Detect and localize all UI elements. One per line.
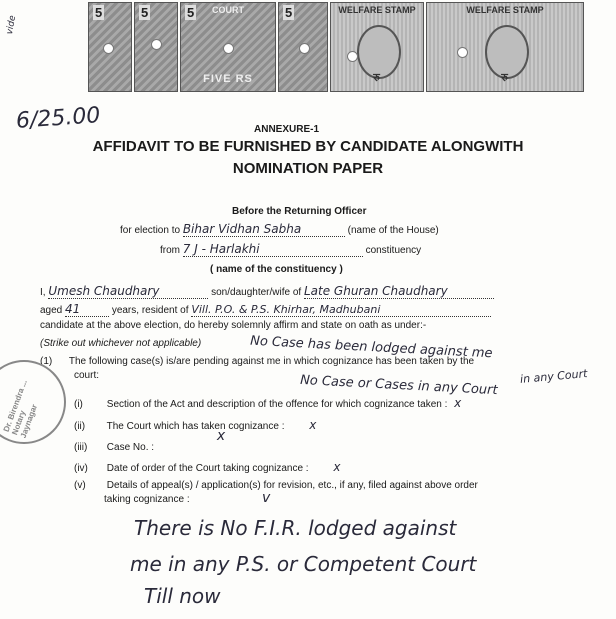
stamp-label: COURT — [212, 5, 244, 15]
election-line — [120, 222, 439, 237]
sub-item-number: (ii) — [74, 421, 86, 432]
cross-mark: x — [333, 460, 341, 474]
resident-label: years, resident of — [111, 305, 189, 316]
cross-mark: x — [309, 418, 317, 432]
age-line — [40, 302, 491, 317]
constituency-note: ( name of the constituency ) — [210, 264, 343, 275]
stamp-label: WELFARE STAMP — [338, 5, 416, 15]
cross-mark: x — [454, 396, 462, 410]
cross-mark: x — [216, 428, 226, 444]
court-fee-stamp — [88, 2, 132, 92]
from-label: from — [160, 245, 180, 256]
sub-item-text: Section of the Act and description of the offence for which cognizance taken : — [106, 399, 448, 410]
son-of-label: son/daughter/wife of — [211, 287, 302, 298]
court-fee-stamp — [180, 2, 276, 92]
stamp-label: WELFARE STAMP — [466, 5, 544, 15]
handwritten-statement-line-2: me in any P.S. or Competent Court — [130, 552, 477, 576]
sub-item-number: (iii) — [74, 442, 88, 453]
house-label: (name of the House) — [347, 225, 439, 236]
sub-item-text: The Court which has taken cognizance : — [106, 421, 285, 432]
margin-scribble: vide — [4, 14, 19, 36]
from-value: 7 J - Harlakhi — [183, 242, 363, 257]
item-1-text-continued: court: — [74, 370, 100, 381]
sub-item-text: Details of appeal(s) / application(s) for revision, etc., if any, filed against above order — [106, 480, 478, 491]
sub-item-v-continued: taking cognizance : — [104, 494, 190, 505]
sub-item-v — [74, 480, 478, 491]
handwritten-note-no-cases: No Case or Cases in any Court — [299, 372, 498, 399]
election-to-label: for election to — [120, 225, 181, 236]
candidate-name: Umesh Chaudhary — [48, 284, 208, 299]
seal-text: Dr. Birendra ... Notary Jaynagar — [1, 378, 40, 440]
item-1-number: (1) — [40, 356, 53, 367]
handwritten-note-court: in any Court — [519, 367, 588, 386]
strike-note: (Strike out whichever not applicable) — [40, 338, 202, 349]
father-name: Late Ghuran Chaudhary — [304, 284, 494, 299]
from-line — [160, 242, 421, 257]
page-subtitle: NOMINATION PAPER — [232, 160, 384, 177]
tick-mark: v — [262, 490, 271, 506]
handwritten-reference: 6/25.00 — [15, 103, 102, 134]
court-fee-stamp — [278, 2, 328, 92]
handwritten-note-no-case: No Case has been lodged against me — [249, 333, 493, 362]
age-value: 41 — [65, 302, 109, 317]
item-1-text: The following case(s) is/are pending against me in which cognizance has been taken by the — [68, 356, 475, 367]
sub-item-iv — [74, 460, 340, 474]
handwritten-statement-line-3: Till now — [144, 584, 221, 608]
page-title: AFFIDAVIT TO BE FURNISHED BY CANDIDATE ALONGWITH — [92, 138, 524, 155]
sub-item-number: (iv) — [74, 463, 88, 474]
aged-label: aged — [40, 305, 63, 316]
stamp-value: 5 — [285, 5, 293, 20]
welfare-stamp — [330, 2, 424, 92]
stamp-strip — [88, 0, 588, 96]
handwritten-statement-line-1: There is No F.I.R. lodged against — [134, 516, 457, 540]
stamp-value: 5 — [187, 5, 195, 20]
notary-seal — [0, 360, 66, 444]
declaration-line: candidate at the above election, do hereby solemnly affirm and state on oath as under:- — [40, 320, 427, 331]
address-value: Vill. P.O. & P.S. Khirhar, Madhubani — [191, 303, 491, 317]
stamp-value: 5 — [95, 5, 103, 20]
returning-officer-line: Before the Returning Officer — [232, 206, 367, 217]
sub-item-text: Case No. : — [106, 442, 155, 453]
item-1 — [40, 356, 474, 367]
stamp-bottom-text: रु — [373, 72, 381, 84]
stamp-bottom-text: रु — [501, 72, 509, 84]
name-prefix: I, — [40, 287, 46, 298]
stamp-value: 5 — [141, 5, 149, 20]
constituency-label: constituency — [365, 245, 422, 256]
annexure-label: ANNEXURE-1 — [254, 124, 320, 135]
name-line — [40, 284, 494, 299]
sub-item-text: Date of order of the Court taking cognizance : — [106, 463, 309, 474]
welfare-stamp — [426, 2, 584, 92]
sub-item-number: (i) — [74, 399, 83, 410]
sub-item-iii — [74, 428, 226, 454]
court-fee-stamp — [134, 2, 178, 92]
election-to-value: Bihar Vidhan Sabha — [183, 222, 345, 237]
sub-item-ii — [74, 418, 316, 432]
sub-item-i — [74, 396, 461, 410]
stamp-bottom-text: FIVE RS — [203, 73, 253, 85]
sub-item-number: (v) — [74, 480, 86, 491]
